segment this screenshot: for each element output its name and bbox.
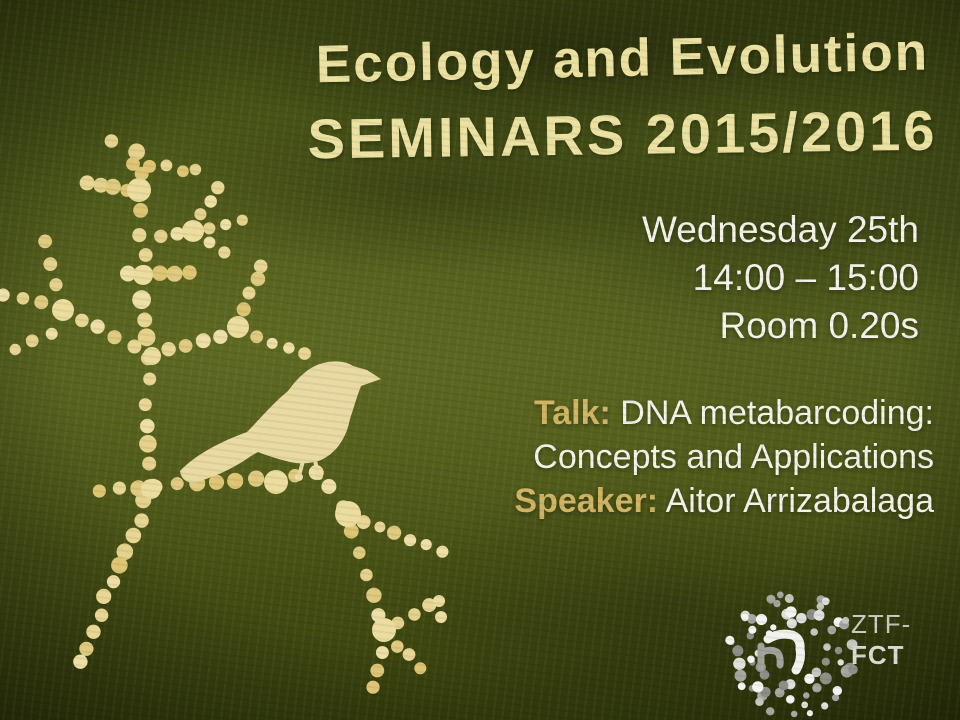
speaker-label: Speaker: xyxy=(514,482,659,520)
talk-title-text: DNA metabarcoding: xyxy=(620,394,934,432)
schedule-day: Wednesday 25th xyxy=(641,209,919,250)
bird-silhouette-art xyxy=(180,361,381,482)
schedule-time: 14:00 – 15:00 xyxy=(692,257,919,298)
ztf-logo-wreath xyxy=(725,592,858,718)
talk-label: Talk: xyxy=(533,394,611,432)
ztf-fct-logo-text xyxy=(851,609,960,671)
talk-title-line1 xyxy=(514,391,934,435)
logo-text-regular: ZTF- xyxy=(851,609,912,639)
title-line1: Ecology and Evolution xyxy=(315,22,930,95)
ztf-logo-glyph-gray xyxy=(761,646,780,668)
schedule-room: Room 0.20s xyxy=(719,305,919,346)
title-line2: SEMINARS 2015/2016 xyxy=(307,98,938,171)
speaker-line xyxy=(514,479,934,523)
schedule-block xyxy=(642,206,919,350)
poster-title xyxy=(300,22,945,171)
logo-text-bold: FCT xyxy=(851,640,905,670)
dotted-tree-art xyxy=(0,134,449,694)
talk-block xyxy=(514,391,934,523)
talk-title-line2: Concepts and Applications xyxy=(533,438,934,476)
speaker-name: Aitor Arrizabalaga xyxy=(665,482,934,520)
